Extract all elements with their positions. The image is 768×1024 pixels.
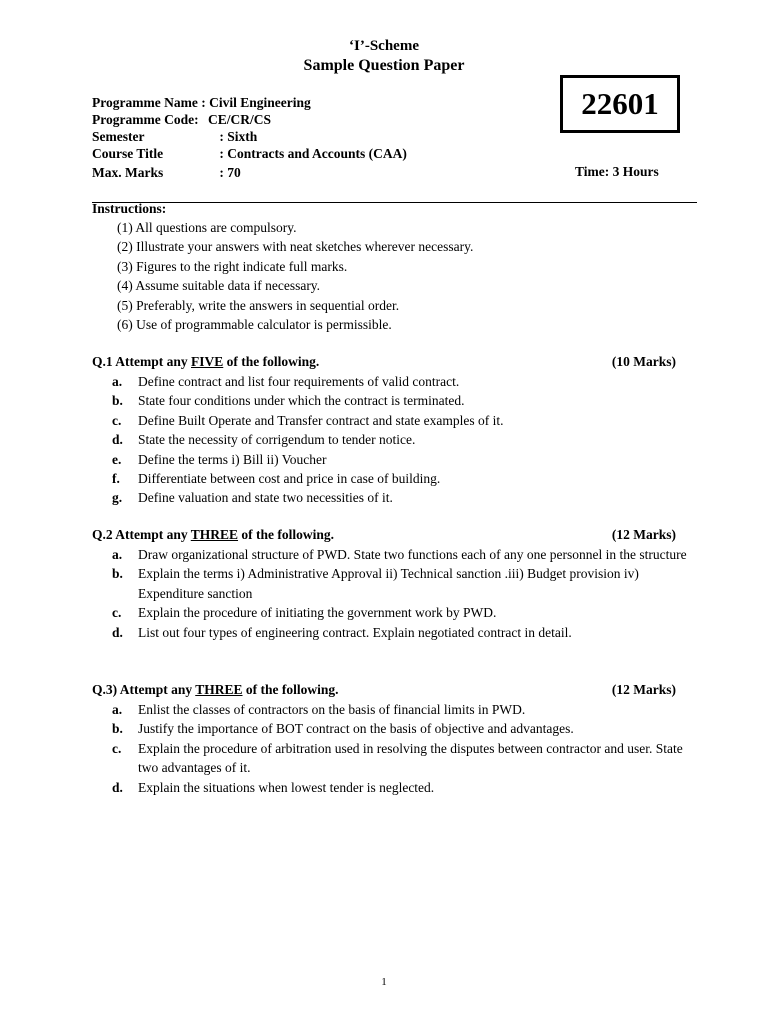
- question-1-count: FIVE: [191, 354, 224, 369]
- question-2-instruction: Q.2 Attempt any THREE of the following.: [92, 527, 335, 542]
- question-item: d. State the necessity of corrigendum to tender notice.: [112, 432, 416, 448]
- question-item: b. State four conditions under which the contract is terminated.: [112, 393, 465, 409]
- programme-name-value: Civil Engineering: [209, 95, 311, 110]
- question-item: f. Differentiate between cost and price in case of building.: [112, 471, 441, 487]
- question-1-marks: (10 Marks): [611, 354, 676, 369]
- instruction-item: (4) Assume suitable data if necessary.: [117, 278, 321, 294]
- question-3-heading: [92, 682, 676, 698]
- header-divider: [92, 202, 697, 203]
- question-2-items: [112, 545, 692, 642]
- question-item: g. Define valuation and state two necessities of it.: [112, 490, 393, 506]
- programme-code-row: [92, 111, 271, 128]
- question-item: c. Explain the procedure of initiating the government work by PWD.: [112, 605, 497, 621]
- question-item: c. Define Built Operate and Transfer contract and state examples of it.: [112, 412, 504, 428]
- exam-duration: Time: 3 Hours: [575, 164, 659, 179]
- instruction-item: (5) Preferably, write the answers in sequential order.: [117, 297, 400, 313]
- instruction-item: (6) Use of programmable calculator is permissible.: [117, 317, 392, 333]
- question-3-marks: (12 Marks): [611, 682, 676, 697]
- question-2-count: THREE: [190, 527, 239, 542]
- max-marks-value: : 70: [219, 165, 241, 180]
- programme-code-label: Programme Code:: [92, 112, 199, 127]
- instruction-item: (2) Illustrate your answers with neat sketches wherever necessary.: [117, 239, 474, 255]
- course-title-value: : Contracts and Accounts (CAA): [219, 146, 407, 161]
- question-3-count: THREE: [195, 682, 243, 697]
- course-title-row: [92, 145, 407, 162]
- semester-row: [92, 128, 257, 145]
- instructions-list: [117, 218, 473, 334]
- instruction-item: (3) Figures to the right indicate full marks.: [117, 258, 348, 274]
- semester-value: : Sixth: [219, 129, 258, 144]
- question-2-marks: (12 Marks): [611, 527, 676, 542]
- course-code: 22601: [581, 86, 659, 121]
- question-item: b. Justify the importance of BOT contract on the basis of objective and advantages.: [112, 721, 574, 737]
- question-2-heading: [92, 527, 676, 543]
- question-3-instruction: Q.3) Attempt any THREE of the following.: [92, 682, 339, 697]
- question-1-instruction: Q.1 Attempt any FIVE of the following.: [92, 354, 320, 369]
- question-item: a. Draw organizational structure of PWD. State two functions each of any one personnel in the structure: [112, 547, 687, 562]
- question-item: d. Explain the situations when lowest tender is neglected.: [112, 779, 435, 795]
- page-number: 1: [381, 976, 387, 988]
- question-1-items: [112, 372, 692, 508]
- instructions-heading: Instructions:: [92, 201, 167, 216]
- instruction-item: (1) All questions are compulsory.: [117, 220, 297, 235]
- paper-title: Sample Question Paper: [303, 57, 465, 74]
- programme-name-row: [92, 94, 311, 111]
- max-marks-label: Max. Marks: [92, 165, 164, 180]
- question-item: c. Explain the procedure of arbitration used in resolving the disputes between contractor and user. State two advantages of it.: [112, 740, 683, 776]
- question-item: a. Define contract and list four requirements of valid contract.: [112, 374, 460, 389]
- question-3-items: [112, 700, 692, 797]
- course-code-box: [560, 75, 680, 133]
- programme-name-label: Programme Name :: [92, 95, 206, 110]
- question-item: a. Enlist the classes of contractors on the basis of financial limits in PWD.: [112, 702, 526, 717]
- question-item: d. List out four types of engineering contract. Explain negotiated contract in detail.: [112, 624, 572, 640]
- semester-label: Semester: [92, 129, 145, 144]
- max-marks-row: [92, 164, 241, 181]
- scheme-heading: ‘I’-Scheme: [349, 38, 419, 54]
- programme-code-value: CE/CR/CS: [207, 112, 271, 127]
- course-title-label: Course Title: [92, 146, 164, 161]
- question-item: e. Define the terms i) Bill ii) Voucher: [112, 451, 327, 467]
- question-1-heading: [92, 354, 676, 370]
- question-item: b. Explain the terms i) Administrative Approval ii) Technical sanction .iii) Budget provision iv) Expenditure sanction: [112, 566, 639, 601]
